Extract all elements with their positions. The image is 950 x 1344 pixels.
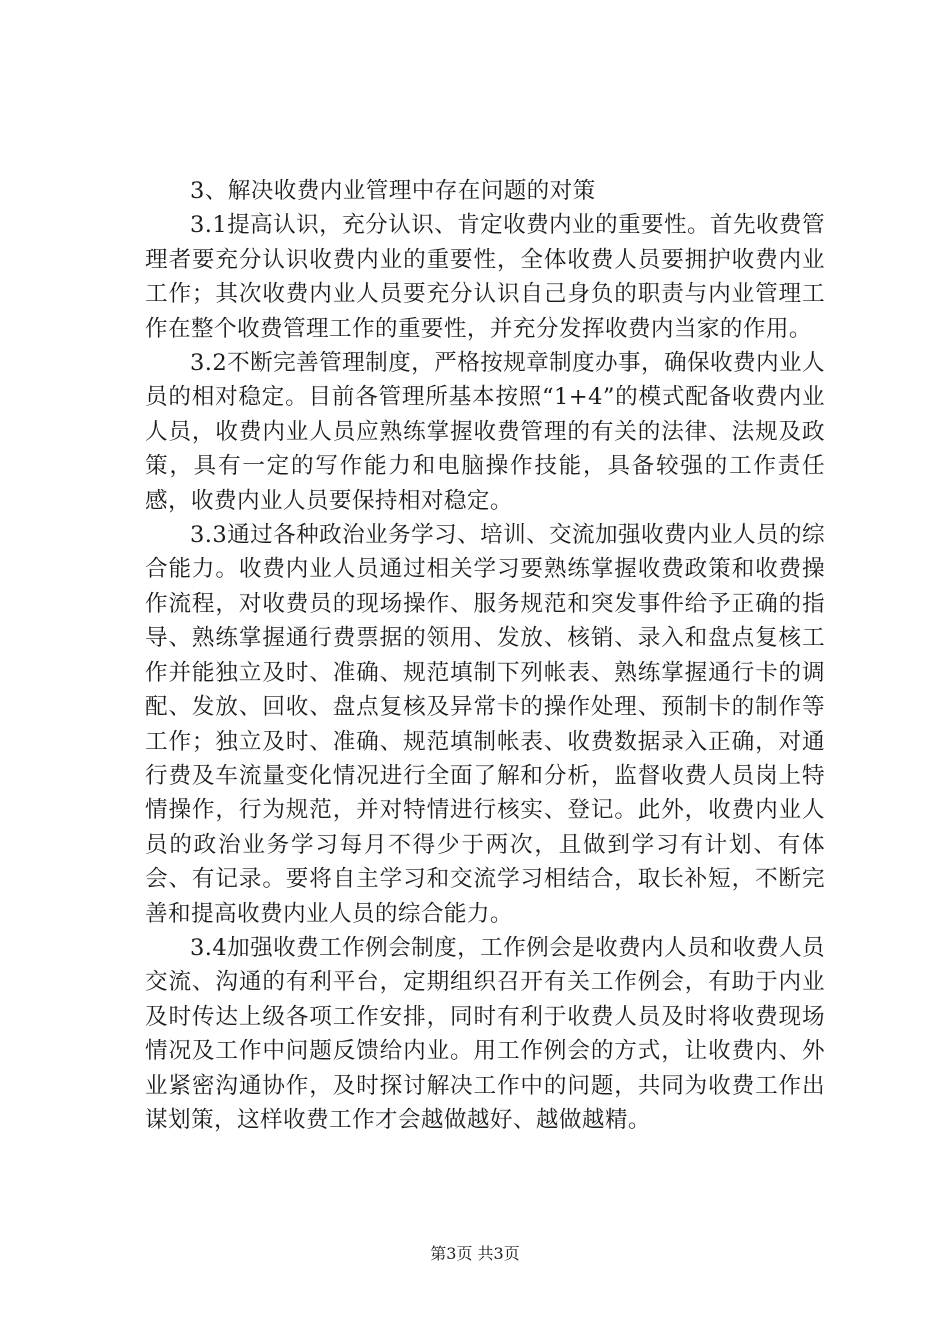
paragraph-3-1: 3.1提高认识，充分认识、肯定收费内业的重要性。首先收费管理者要充分认识收费内业的重要性，全体收费人员要拥护收费内业工作；其次收费内业人员要充分认识自己身负的职责与内业管理工作在整个收费管理工作的重要性，并充分发挥收费内当家的作用。 (145, 212, 825, 342)
section-heading: 3、解决收费内业管理中存在问题的对策 (190, 178, 596, 204)
page-footer: 第3页 共3页 (430, 1244, 520, 1263)
document-body (145, 174, 825, 1137)
paragraph-3-3: 3.3通过各种政治业务学习、培训、交流加强收费内业人员的综合能力。收费内业人员通过相关学习要熟练掌握收费政策和收费操作流程，对收费员的现场操作、服务规范和突发事件给予正确的指导、熟练掌握通行费票据的领用、发放、核销、录入和盘点复核工作并能独立及时、准确、规范填制下列帐表、熟练掌握通行卡的调配、发放、回收、盘点复核及异常卡的操作处理、预制卡的制作等工作；独立及时、准确、规范填制帐表、收费数据录入正确，对通行费及车流量变化情况进行全面了解和分析，监督收费人员岗上特情操作，行为规范，并对特情进行核实、登记。此外，收费内业人员的政治业务学习每月不得少于两次，且做到学习有计划、有体会、有记录。要将自主学习和交流学习相结合，取长补短，不断完善和提高收费内业人员的综合能力。 (145, 522, 825, 927)
paragraph-3-2: 3.2不断完善管理制度，严格按规章制度办事，确保收费内业人员的相对稳定。目前各管理所基本按照“1+4”的模式配备收费内业人员，收费内业人员应熟练掌握收费管理的有关的法律、法规及政策，具有一定的写作能力和电脑操作技能，具备较强的工作责任感，收费内业人员要保持相对稳定。 (145, 350, 825, 514)
paragraph-3-4: 3.4加强收费工作例会制度，工作例会是收费内人员和收费人员交流、沟通的有利平台，定期组织召开有关工作例会，有助于内业及时传达上级各项工作安排，同时有利于收费人员及时将收费现场情况及工作中问题反馈给内业。用工作例会的方式，让收费内、外业紧密沟通协作，及时探讨解决工作中的问题，共同为收费工作出谋划策，这样收费工作才会越做越好、越做越精。 (145, 934, 825, 1133)
